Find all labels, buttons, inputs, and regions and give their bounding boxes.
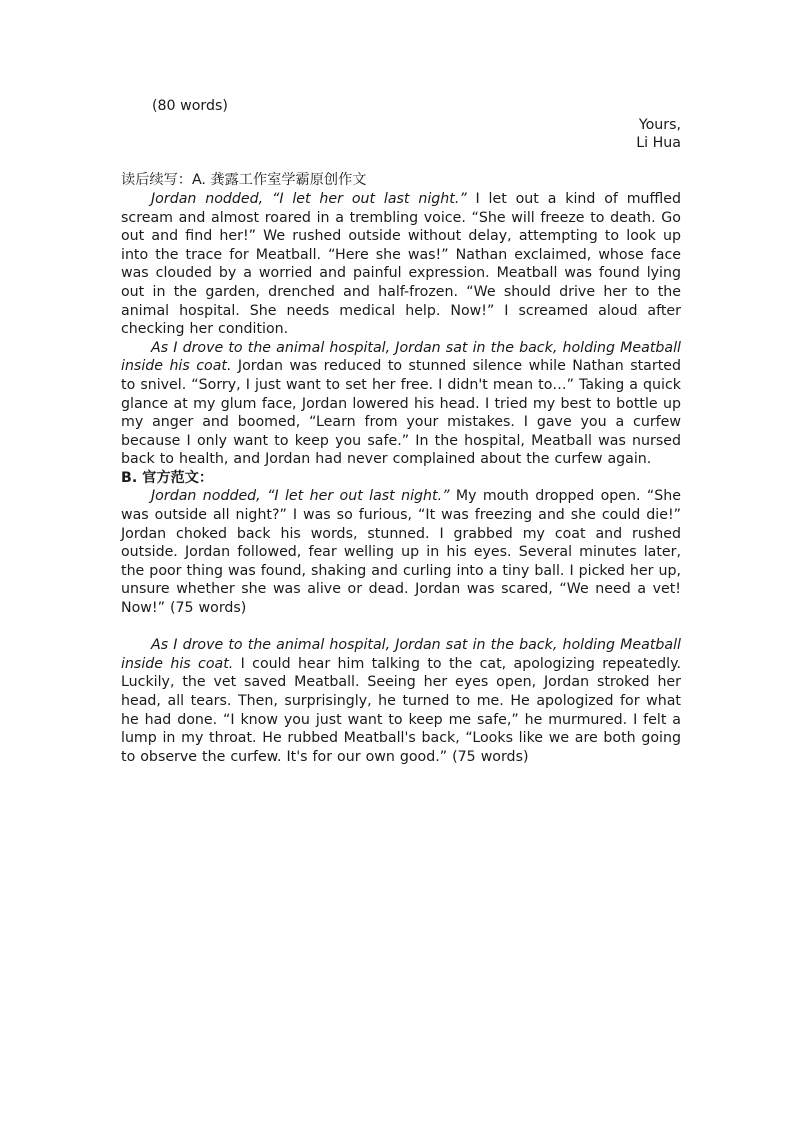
section-a-paragraph-2	[121, 339, 681, 469]
spacer	[121, 618, 681, 637]
section-b-p1-body: My mouth dropped open. “She was outside all night?” I was so furious, “It was freezing and she could die!” Jordan choked back his words, stunned. I grabbed my coat and rushed outside. Jordan followed, fear welling up in his eyes. Several minutes later, the poor thing was found, shaking and curling into a tiny ball. I picked her up, unsure whether she was alive or dead. Jordan was scared, “We need a vet! Now!” (75 words)	[121, 488, 681, 617]
document-page	[121, 97, 681, 766]
section-a-paragraph-1	[121, 190, 681, 339]
letter-signature: Li Hua	[636, 135, 681, 152]
spacer	[121, 153, 681, 172]
section-a-p2-lead: As I drove to the animal hospital, Jordan sat in the back, holding Meatball inside his coat.	[121, 339, 681, 375]
section-b-p1-lead: Jordan nodded, “I let her out last night.”	[151, 488, 450, 505]
section-a-p1-body: I let out a kind of muffled scream and almost roared in a trembling voice. “She will freeze to death. Go out and find her!” We rushed outside without delay, attempting to look up into the trace for Meatball. “Here she was!” Nathan exclaimed, whose face was clouded by a worried and painful expression. Meatball was found lying out in the garden, drenched and half-frozen. “We should drive her to the animal hospital. She needs medical help. Now!” I screamed aloud after checking her condition.	[121, 190, 681, 338]
letter-closing: Yours,	[638, 116, 681, 133]
section-b-paragraph-2	[121, 636, 681, 766]
section-a-heading: 读后续写：A. 龚露工作室学霸原创作文	[121, 172, 367, 189]
letter-word-count: (80 words)	[152, 98, 228, 114]
section-b-heading: B. 官方范文：	[121, 469, 214, 486]
section-a-p1-lead: Jordan nodded, “I let her out last night.”	[151, 190, 467, 207]
section-a-p2-body: Jordan was reduced to stunned silence while Nathan started to snivel. “Sorry, I just want to set her free. I didn't mean to…” Taking a quick glance at my glum face, Jordan lowered his head. I tried my best to bottle up my anger and boomed, “Learn from your mistakes. I gave you a curfew because I only want to keep you safe.” In the hospital, Meatball was nursed back to health, and Jordan had never complained about the curfew again.	[121, 358, 682, 468]
section-b-p2-body: I could hear him talking to the cat, apologizing repeatedly. Luckily, the vet saved Meatball. Seeing her eyes open, Jordan stroked her head, all tears. Then, surprisingly, he turned to me. He apologized for what he had done. “I know you just want to keep me safe,” he murmured. I felt a lump in my throat. He rubbed Meatball's back, “Looks like we are both going to observe the curfew. It's for our own good.” (75 words)	[121, 655, 681, 765]
section-b-paragraph-1	[121, 487, 681, 617]
section-b-p2-lead: As I drove to the animal hospital, Jordan sat in the back, holding Meatball inside his coat.	[121, 637, 681, 672]
